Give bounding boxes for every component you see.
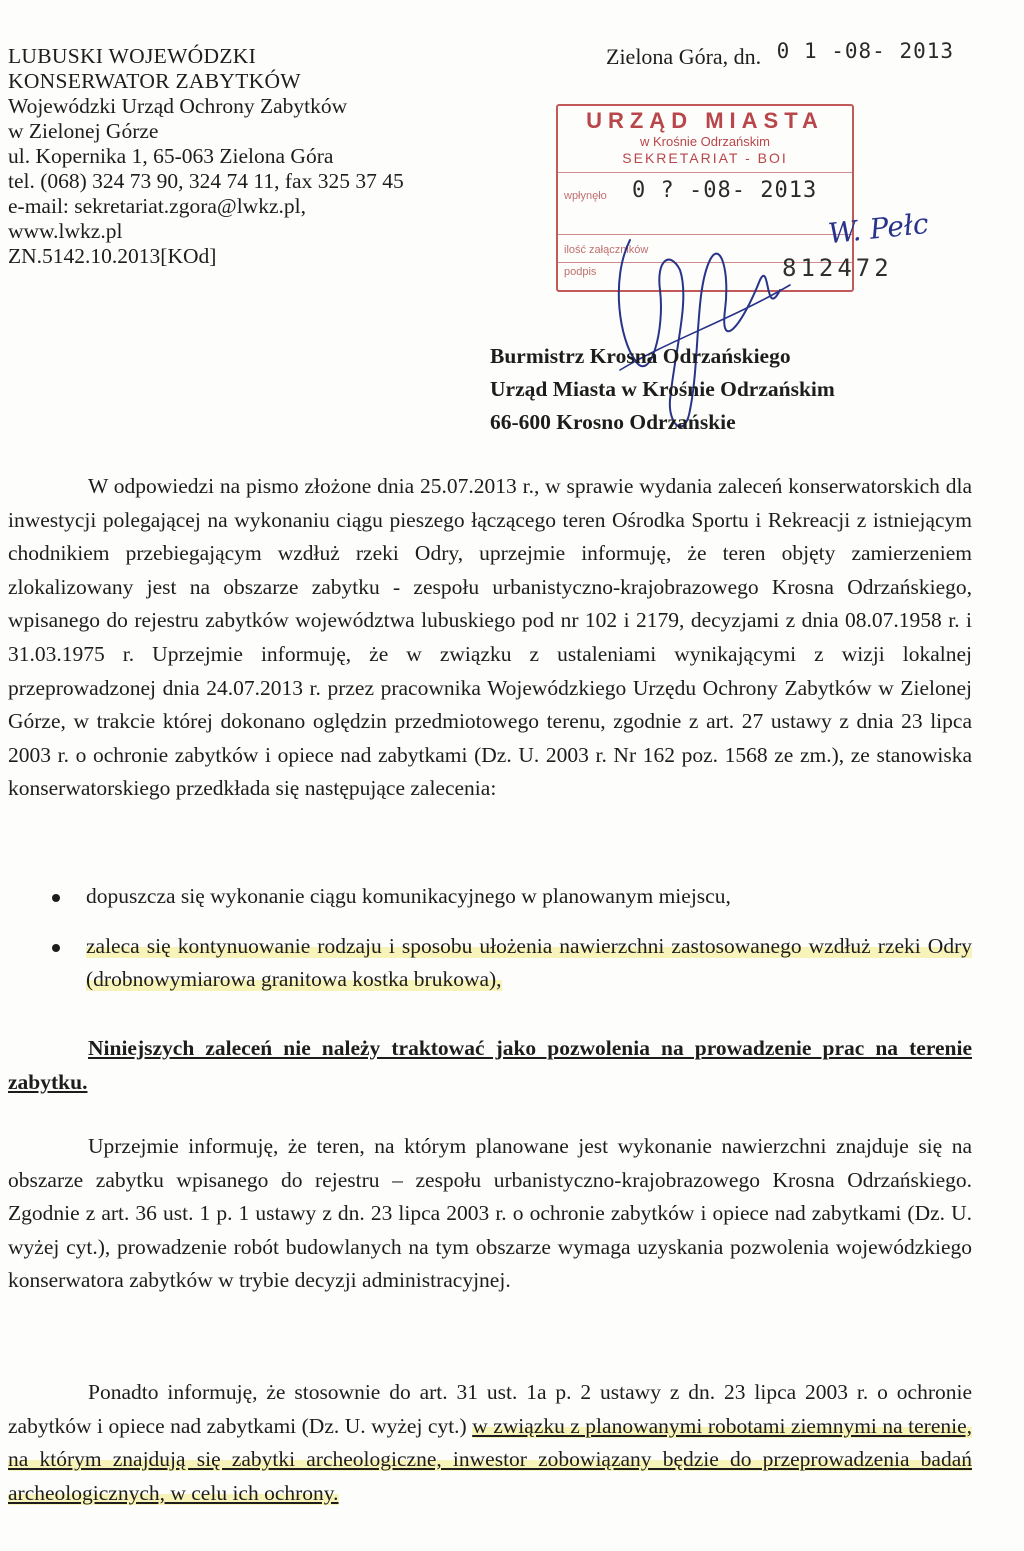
paragraph-intro: W odpowiedzi na pismo złożone dnia 25.07.2013 r., w sprawie wydania zaleceń konserwatorskich dla inwestycji polegającej na wykonaniu ciągu pieszego łączącego teren Ośrodka Sportu i Rekreacji z istniejącym chodnikiem przebiegającym wzdłuż rzeki Odry, uprzejmie informuję, że teren objęty zamierzeniem zlokalizowany jest na obszarze zabytku - zespołu urbanistyczno-krajobrazowego Krosna Odrzańskiego, wpisanego do rejestru zabytków województwa lubuskiego pod nr 102 i 2179, decyzjami z dnia 08.07.1958 r. i 31.03.1975 r. Uprzejmie informuję, że w związku z ustaleniami wynikającymi z wizji lokalnej przeprowadzonej dnia 24.07.2013 r. przez pracownika Wojewódzkiego Urzędu Ochrony Zabytków w Zielonej Górze, w trakcie której dokonano oględzin przedmiotowego terenu, zgodnie z art. 27 ustawy z dnia 23 lipca 2003 r. o ochronie zabytków i opiece nad zabytkami (Dz. U. 2003 r. Nr 162 poz. 1568 ze zm.), ze stanowiska konserwatorskiego przedkłada się następujące zalecenia: xyxy=(8,474,972,801)
stamp-received-label: wpłynęło xyxy=(564,190,607,202)
recommendation-text: dopuszcza się wykonanie ciągu komunikacyjnego w planowanym miejscu, xyxy=(86,884,731,908)
bullet-icon xyxy=(52,894,60,902)
sender-line: KONSERWATOR ZABYTKÓW xyxy=(8,69,301,93)
date-label: Zielona Góra, dn. xyxy=(606,44,762,69)
recommendation-text: zaleca się kontynuowanie rodzaju i sposobu ułożenia nawierzchni zastosowanego wzdłuż rzeki Odry (drobnowymiarowa granitowa kostka brukowa), xyxy=(86,933,972,992)
notice-statement: Niniejszych zaleceń nie należy traktować jako pozwolenia na prowadzenie prac na terenie zabytku. xyxy=(8,1036,972,1094)
paragraph-archaeology xyxy=(8,1376,972,1510)
stamp-received-date: 0 ? -08- 2013 xyxy=(632,178,818,203)
registry-number: 812472 xyxy=(782,254,893,282)
sender-block xyxy=(8,44,404,269)
recipient-office: Urząd Miasta w Krośnie Odrzańskim xyxy=(490,377,835,401)
letter-date xyxy=(606,39,955,70)
sender-website: www.lwkz.pl xyxy=(8,219,123,243)
sender-line: LUBUSKI WOJEWÓDZKI xyxy=(8,44,257,68)
archaeology-highlight: w związku z planowanymi robotami ziemnymi na terenie, na którym znajdują się zabytki archeologiczne, inwestor zobowiązany będzie do przeprowadzenia badań archeologicznych, w celu ich ochrony. xyxy=(8,1413,973,1505)
bullet-icon xyxy=(52,944,60,952)
stamp-subtitle: w Krośnie Odrzańskim xyxy=(639,134,771,149)
stamp-attachments-label: ilość załączników xyxy=(564,244,649,256)
date-stamp: 0 1 -08- 2013 xyxy=(776,39,955,63)
archaeology-text: Ponadto informuję, że stosownie do art. 31 ust. 1a p. 2 ustawy z dn. 23 lipca 2003 r. o ochronie zabytków i opiece nad zabytkami (Dz. U. wyżej cyt.) xyxy=(8,1380,972,1438)
sender-address: ul. Kopernika 1, 65-063 Zielona Góra xyxy=(8,144,334,168)
list-item xyxy=(8,880,972,914)
recipient-block xyxy=(490,340,835,439)
stamp-divider xyxy=(558,172,852,173)
recipient-address: 66-600 Krosno Odrzańskie xyxy=(490,410,736,434)
handwritten-note: W. Pełc xyxy=(826,206,931,251)
stamp-department: SEKRETARIAT - BOI xyxy=(622,150,788,166)
recipient-name: Burmistrz Krosna Odrzańskiego xyxy=(490,344,791,368)
sender-email: e-mail: sekretariat.zgora@lwkz.pl, xyxy=(8,194,306,218)
paragraph-permit: Uprzejmie informuję, że teren, na którym planowane jest wykonanie nawierzchni znajduje się na obszarze zabytku wpisanego do rejestru – zespołu urbanistyczno-krajobrazowego Krosna Odrzańskiego. Zgodnie z art. 36 ust. 1 p. 1 ustawy z dn. 23 lipca 2003 r. o ochronie zabytków i opiece nad zabytkami (Dz. U. wyżej cyt.), prowadzenie robót budowlanych na tym obszarze wymaga uzyskania pozwolenia wojewódzkiego konserwatora zabytków w trybie decyzji administracyjnej. xyxy=(8,1134,972,1293)
stamp-divider xyxy=(558,234,852,235)
case-reference: ZN.5142.10.2013[KOd] xyxy=(8,244,217,268)
stamp-signature-label: podpis xyxy=(564,266,597,278)
recommendations-list xyxy=(8,880,972,997)
sender-line: w Zielonej Górze xyxy=(8,119,159,143)
sender-phone: tel. (068) 324 73 90, 324 74 11, fax 325 37 45 xyxy=(8,169,404,193)
stamp-title: URZĄD MIASTA xyxy=(586,108,824,133)
list-item xyxy=(8,930,972,997)
sender-line: Wojewódzki Urząd Ochrony Zabytków xyxy=(8,94,348,118)
